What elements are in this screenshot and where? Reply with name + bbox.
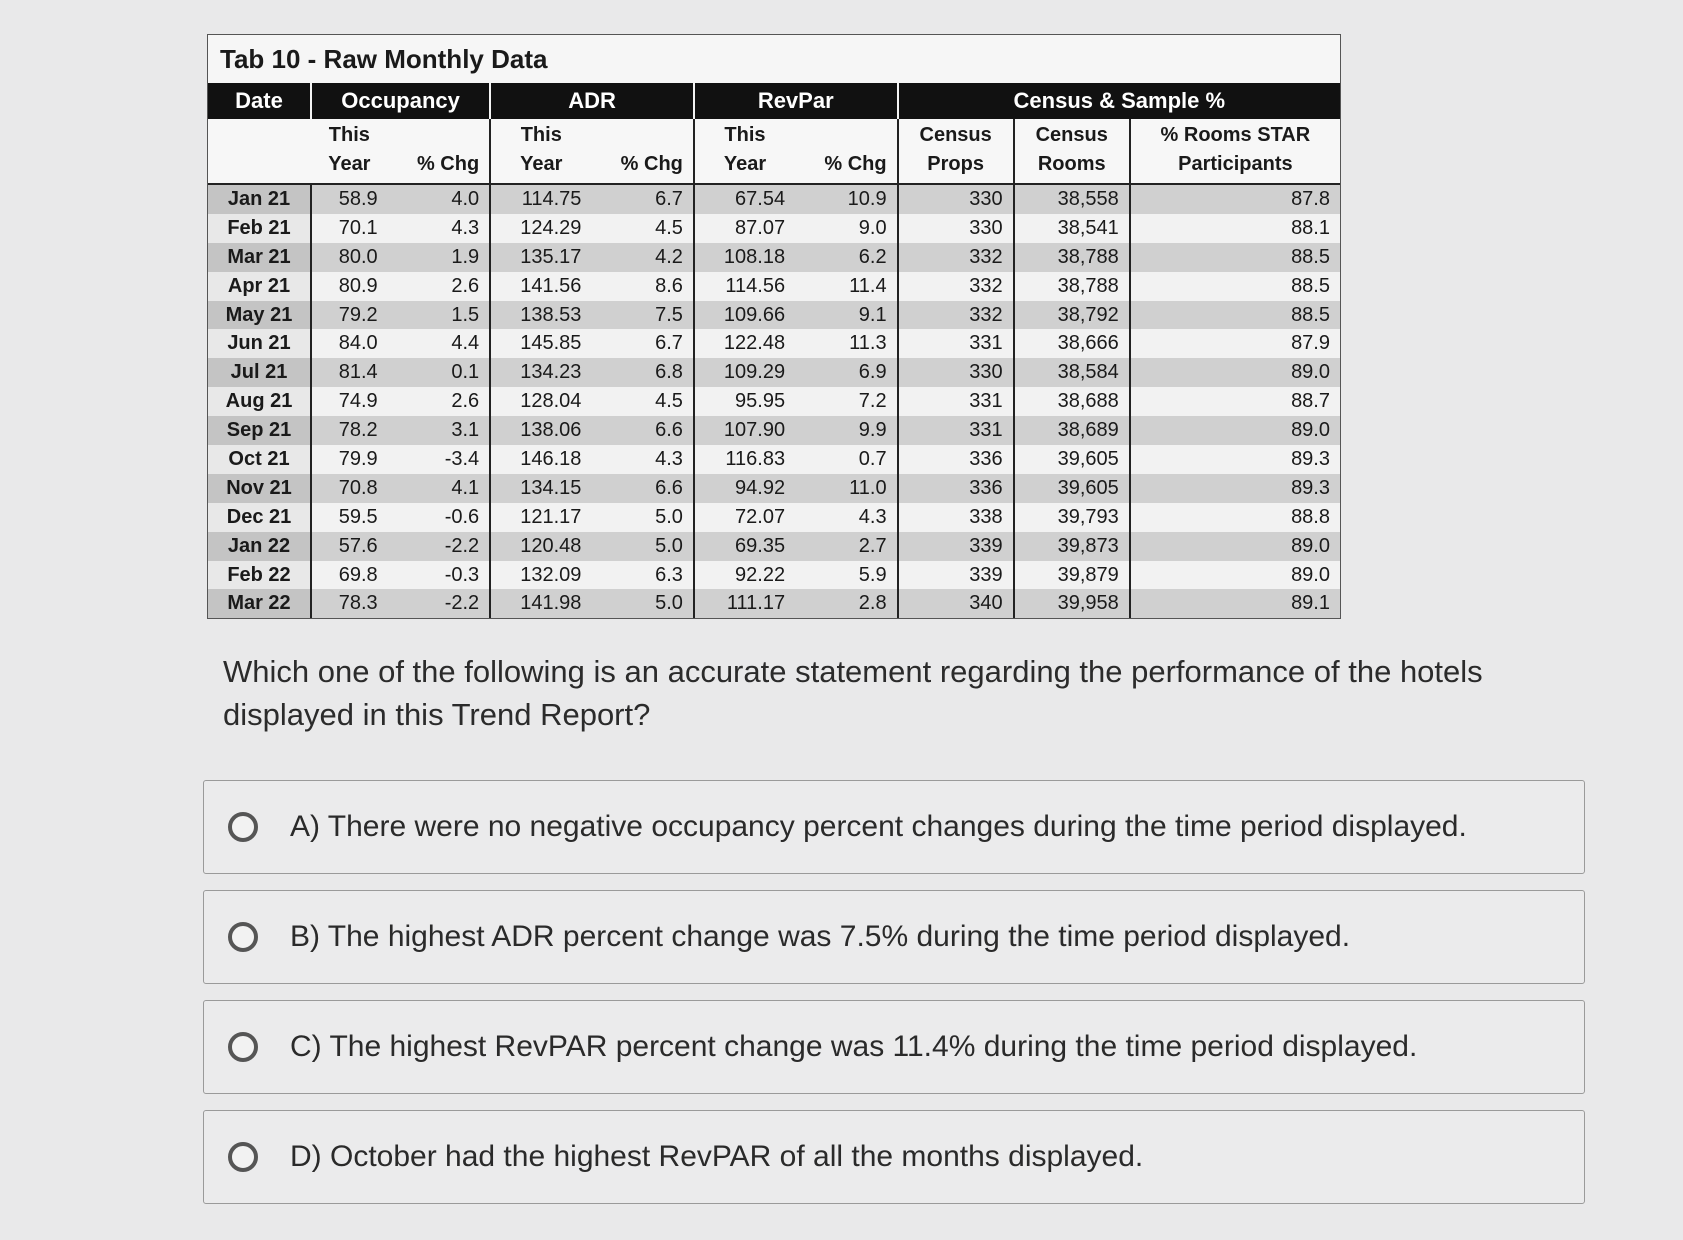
radio-button-icon[interactable] xyxy=(228,922,258,952)
table-cell: 4.5 xyxy=(591,214,694,243)
sub-header-census-props xyxy=(898,119,1014,184)
table-cell: 108.18 xyxy=(694,243,795,272)
table-cell: 120.48 xyxy=(490,532,591,561)
table-cell: 331 xyxy=(898,416,1014,445)
table-row xyxy=(208,532,1340,561)
table-cell: 87.8 xyxy=(1130,184,1340,214)
table-cell: 5.0 xyxy=(591,589,694,618)
table-cell: 7.2 xyxy=(795,387,898,416)
table-row xyxy=(208,445,1340,474)
question-text: Which one of the following is an accurate statement regarding the performance of the hotels displayed in this Trend Report? xyxy=(223,654,1483,732)
table-row xyxy=(208,358,1340,387)
row-date-cell: Feb 22 xyxy=(208,561,311,590)
table-cell: 135.17 xyxy=(490,243,591,272)
table-cell: 5.0 xyxy=(591,503,694,532)
header-date: Date xyxy=(208,83,311,119)
table-cell: 339 xyxy=(898,561,1014,590)
table-cell: 338 xyxy=(898,503,1014,532)
table-cell: 88.7 xyxy=(1130,387,1340,416)
table-cell: 95.95 xyxy=(694,387,795,416)
row-date-cell: Jan 21 xyxy=(208,184,311,214)
answer-option-c[interactable] xyxy=(203,1000,1585,1094)
table-row xyxy=(208,301,1340,330)
row-date-cell: Apr 21 xyxy=(208,272,311,301)
table-cell: 58.9 xyxy=(311,184,388,214)
table-cell: 141.98 xyxy=(490,589,591,618)
table-cell: 4.5 xyxy=(591,387,694,416)
table-cell: 38,541 xyxy=(1014,214,1130,243)
table-cell: 138.53 xyxy=(490,301,591,330)
table-cell: 38,558 xyxy=(1014,184,1130,214)
table-cell: 6.3 xyxy=(591,561,694,590)
table-cell: 59.5 xyxy=(311,503,388,532)
sub-header-adr-chg: % Chg xyxy=(591,119,694,184)
answer-option-label: A) There were no negative occupancy percent changes during the time period displayed. xyxy=(290,810,1467,843)
row-date-cell: Nov 21 xyxy=(208,474,311,503)
table-cell: 57.6 xyxy=(311,532,388,561)
table-cell: 4.3 xyxy=(591,445,694,474)
table-row xyxy=(208,272,1340,301)
answer-option-a[interactable] xyxy=(203,780,1585,874)
table-cell: 88.5 xyxy=(1130,243,1340,272)
radio-button-icon[interactable] xyxy=(228,812,258,842)
table-cell: 9.9 xyxy=(795,416,898,445)
answer-option-b[interactable] xyxy=(203,890,1585,984)
row-date-cell: Jan 22 xyxy=(208,532,311,561)
sub-header-revpar-chg: % Chg xyxy=(795,119,898,184)
table-cell: 332 xyxy=(898,301,1014,330)
table-cell: 11.0 xyxy=(795,474,898,503)
table-cell: 39,958 xyxy=(1014,589,1130,618)
table-row xyxy=(208,416,1340,445)
table-cell: 2.6 xyxy=(388,272,491,301)
sub-header-row xyxy=(208,119,1340,184)
table-cell: 0.1 xyxy=(388,358,491,387)
table-cell: 132.09 xyxy=(490,561,591,590)
table-cell: 78.2 xyxy=(311,416,388,445)
sub-header-line: This xyxy=(520,124,562,146)
table-cell: -3.4 xyxy=(388,445,491,474)
sub-header-line: % Rooms STAR xyxy=(1160,124,1311,146)
table-cell: 69.35 xyxy=(694,532,795,561)
table-cell: 72.07 xyxy=(694,503,795,532)
table-row xyxy=(208,184,1340,214)
row-date-cell: Dec 21 xyxy=(208,503,311,532)
table-cell: 141.56 xyxy=(490,272,591,301)
table-cell: 88.5 xyxy=(1130,272,1340,301)
sub-header-line: Year xyxy=(328,153,371,175)
table-cell: 0.7 xyxy=(795,445,898,474)
table-cell: -0.3 xyxy=(388,561,491,590)
table-cell: 9.1 xyxy=(795,301,898,330)
header-adr: ADR xyxy=(490,83,694,119)
report-title: Tab 10 - Raw Monthly Data xyxy=(208,35,1340,83)
table-cell: 6.6 xyxy=(591,474,694,503)
table-cell: 330 xyxy=(898,184,1014,214)
table-cell: 38,788 xyxy=(1014,272,1130,301)
table-cell: 88.1 xyxy=(1130,214,1340,243)
table-cell: 89.0 xyxy=(1130,532,1340,561)
table-row xyxy=(208,214,1340,243)
table-cell: 92.22 xyxy=(694,561,795,590)
sub-header-line: Year xyxy=(723,153,767,175)
table-cell: 89.3 xyxy=(1130,474,1340,503)
table-cell: 138.06 xyxy=(490,416,591,445)
answer-option-d[interactable] xyxy=(203,1110,1585,1204)
table-cell: 39,793 xyxy=(1014,503,1130,532)
table-cell: 4.3 xyxy=(795,503,898,532)
table-row xyxy=(208,589,1340,618)
table-cell: 80.0 xyxy=(311,243,388,272)
table-cell: 4.1 xyxy=(388,474,491,503)
trend-report-table xyxy=(207,34,1341,619)
table-cell: 6.2 xyxy=(795,243,898,272)
table-cell: 39,605 xyxy=(1014,474,1130,503)
table-cell: 89.3 xyxy=(1130,445,1340,474)
row-date-cell: Sep 21 xyxy=(208,416,311,445)
table-row xyxy=(208,387,1340,416)
table-cell: 331 xyxy=(898,387,1014,416)
group-header-row xyxy=(208,83,1340,119)
table-cell: 332 xyxy=(898,243,1014,272)
table-cell: 128.04 xyxy=(490,387,591,416)
row-date-cell: Jul 21 xyxy=(208,358,311,387)
table-cell: 89.0 xyxy=(1130,561,1340,590)
table-cell: 6.6 xyxy=(591,416,694,445)
table-cell: 87.07 xyxy=(694,214,795,243)
table-cell: 114.75 xyxy=(490,184,591,214)
table-cell: 134.23 xyxy=(490,358,591,387)
table-cell: 1.5 xyxy=(388,301,491,330)
sub-header-occ-chg: % Chg xyxy=(388,119,491,184)
table-cell: 2.6 xyxy=(388,387,491,416)
table-cell: 340 xyxy=(898,589,1014,618)
table-cell: 134.15 xyxy=(490,474,591,503)
sub-header-line: This xyxy=(724,124,766,146)
table-cell: 87.9 xyxy=(1130,329,1340,358)
table-cell: 6.9 xyxy=(795,358,898,387)
table-cell: 330 xyxy=(898,214,1014,243)
row-date-cell: Oct 21 xyxy=(208,445,311,474)
table-cell: 2.7 xyxy=(795,532,898,561)
answer-option-label: B) The highest ADR percent change was 7.5% during the time period displayed. xyxy=(290,920,1351,953)
table-cell: 107.90 xyxy=(694,416,795,445)
radio-button-icon[interactable] xyxy=(228,1032,258,1062)
table-cell: 109.66 xyxy=(694,301,795,330)
table-cell: 3.1 xyxy=(388,416,491,445)
table-cell: 109.29 xyxy=(694,358,795,387)
table-cell: 74.9 xyxy=(311,387,388,416)
table-cell: 6.7 xyxy=(591,329,694,358)
sub-header-line: Census xyxy=(1035,124,1108,146)
answer-option-label: C) The highest RevPAR percent change was 11.4% during the time period displayed. xyxy=(290,1030,1418,1063)
table-cell: 331 xyxy=(898,329,1014,358)
table-cell: 69.8 xyxy=(311,561,388,590)
answer-option-label: D) October had the highest RevPAR of all the months displayed. xyxy=(290,1140,1144,1173)
table-cell: 11.4 xyxy=(795,272,898,301)
row-date-cell: Jun 21 xyxy=(208,329,311,358)
table-cell: 70.8 xyxy=(311,474,388,503)
table-cell: 122.48 xyxy=(694,329,795,358)
table-cell: 39,879 xyxy=(1014,561,1130,590)
sub-header-line: Participants xyxy=(1178,153,1293,175)
table-cell: 38,792 xyxy=(1014,301,1130,330)
table-cell: 332 xyxy=(898,272,1014,301)
table-cell: -0.6 xyxy=(388,503,491,532)
table-cell: -2.2 xyxy=(388,532,491,561)
table-row xyxy=(208,474,1340,503)
table-cell: 330 xyxy=(898,358,1014,387)
row-date-cell: May 21 xyxy=(208,301,311,330)
table-cell: 6.8 xyxy=(591,358,694,387)
table-cell: 145.85 xyxy=(490,329,591,358)
table-cell: 89.1 xyxy=(1130,589,1340,618)
row-date-cell: Feb 21 xyxy=(208,214,311,243)
header-revpar: RevPar xyxy=(694,83,898,119)
table-cell: 114.56 xyxy=(694,272,795,301)
header-occupancy: Occupancy xyxy=(311,83,490,119)
sub-header-line: Rooms xyxy=(1037,153,1106,175)
table-cell: 4.2 xyxy=(591,243,694,272)
table-cell: 2.8 xyxy=(795,589,898,618)
table-cell: 88.8 xyxy=(1130,503,1340,532)
row-date-cell: Mar 21 xyxy=(208,243,311,272)
table-cell: 81.4 xyxy=(311,358,388,387)
table-cell: 5.0 xyxy=(591,532,694,561)
table-cell: 146.18 xyxy=(490,445,591,474)
table-cell: 5.9 xyxy=(795,561,898,590)
table-cell: 89.0 xyxy=(1130,358,1340,387)
table-cell: 38,584 xyxy=(1014,358,1130,387)
table-cell: 80.9 xyxy=(311,272,388,301)
table-cell: 124.29 xyxy=(490,214,591,243)
table-cell: 79.2 xyxy=(311,301,388,330)
sub-header-line: Props xyxy=(927,153,984,175)
table-cell: 8.6 xyxy=(591,272,694,301)
table-cell: 67.54 xyxy=(694,184,795,214)
table-cell: 4.3 xyxy=(388,214,491,243)
table-cell: 39,873 xyxy=(1014,532,1130,561)
sub-header-occ-this-year xyxy=(311,119,388,184)
sub-header-line: Census xyxy=(919,124,992,146)
table-row xyxy=(208,503,1340,532)
table-cell: 10.9 xyxy=(795,184,898,214)
table-cell: 7.5 xyxy=(591,301,694,330)
table-cell: 4.0 xyxy=(388,184,491,214)
table-cell: 39,605 xyxy=(1014,445,1130,474)
table-cell: 88.5 xyxy=(1130,301,1340,330)
table-cell: 9.0 xyxy=(795,214,898,243)
sub-header-line: This xyxy=(328,124,370,146)
table-cell: 336 xyxy=(898,445,1014,474)
table-cell: 4.4 xyxy=(388,329,491,358)
table-row xyxy=(208,243,1340,272)
table-cell: 6.7 xyxy=(591,184,694,214)
table-row xyxy=(208,561,1340,590)
sub-header-date-blank xyxy=(208,119,311,184)
table-cell: 38,666 xyxy=(1014,329,1130,358)
table-cell: 78.3 xyxy=(311,589,388,618)
raw-monthly-data-table xyxy=(208,83,1340,618)
table-row xyxy=(208,329,1340,358)
table-cell: 38,689 xyxy=(1014,416,1130,445)
table-cell: 111.17 xyxy=(694,589,795,618)
table-cell: 339 xyxy=(898,532,1014,561)
table-cell: 94.92 xyxy=(694,474,795,503)
table-cell: 116.83 xyxy=(694,445,795,474)
sub-header-star-participants xyxy=(1130,119,1340,184)
table-cell: 79.9 xyxy=(311,445,388,474)
table-cell: -2.2 xyxy=(388,589,491,618)
sub-header-census-rooms xyxy=(1014,119,1130,184)
sub-header-adr-this-year xyxy=(490,119,591,184)
table-cell: 1.9 xyxy=(388,243,491,272)
table-cell: 70.1 xyxy=(311,214,388,243)
sub-header-revpar-this-year xyxy=(694,119,795,184)
table-cell: 89.0 xyxy=(1130,416,1340,445)
table-cell: 11.3 xyxy=(795,329,898,358)
table-cell: 38,688 xyxy=(1014,387,1130,416)
table-cell: 84.0 xyxy=(311,329,388,358)
table-cell: 121.17 xyxy=(490,503,591,532)
table-cell: 336 xyxy=(898,474,1014,503)
table-body xyxy=(208,184,1340,618)
table-cell: 38,788 xyxy=(1014,243,1130,272)
header-census-sample: Census & Sample % xyxy=(898,83,1340,119)
radio-button-icon[interactable] xyxy=(228,1142,258,1172)
row-date-cell: Mar 22 xyxy=(208,589,311,618)
row-date-cell: Aug 21 xyxy=(208,387,311,416)
sub-header-line: Year xyxy=(520,153,563,175)
